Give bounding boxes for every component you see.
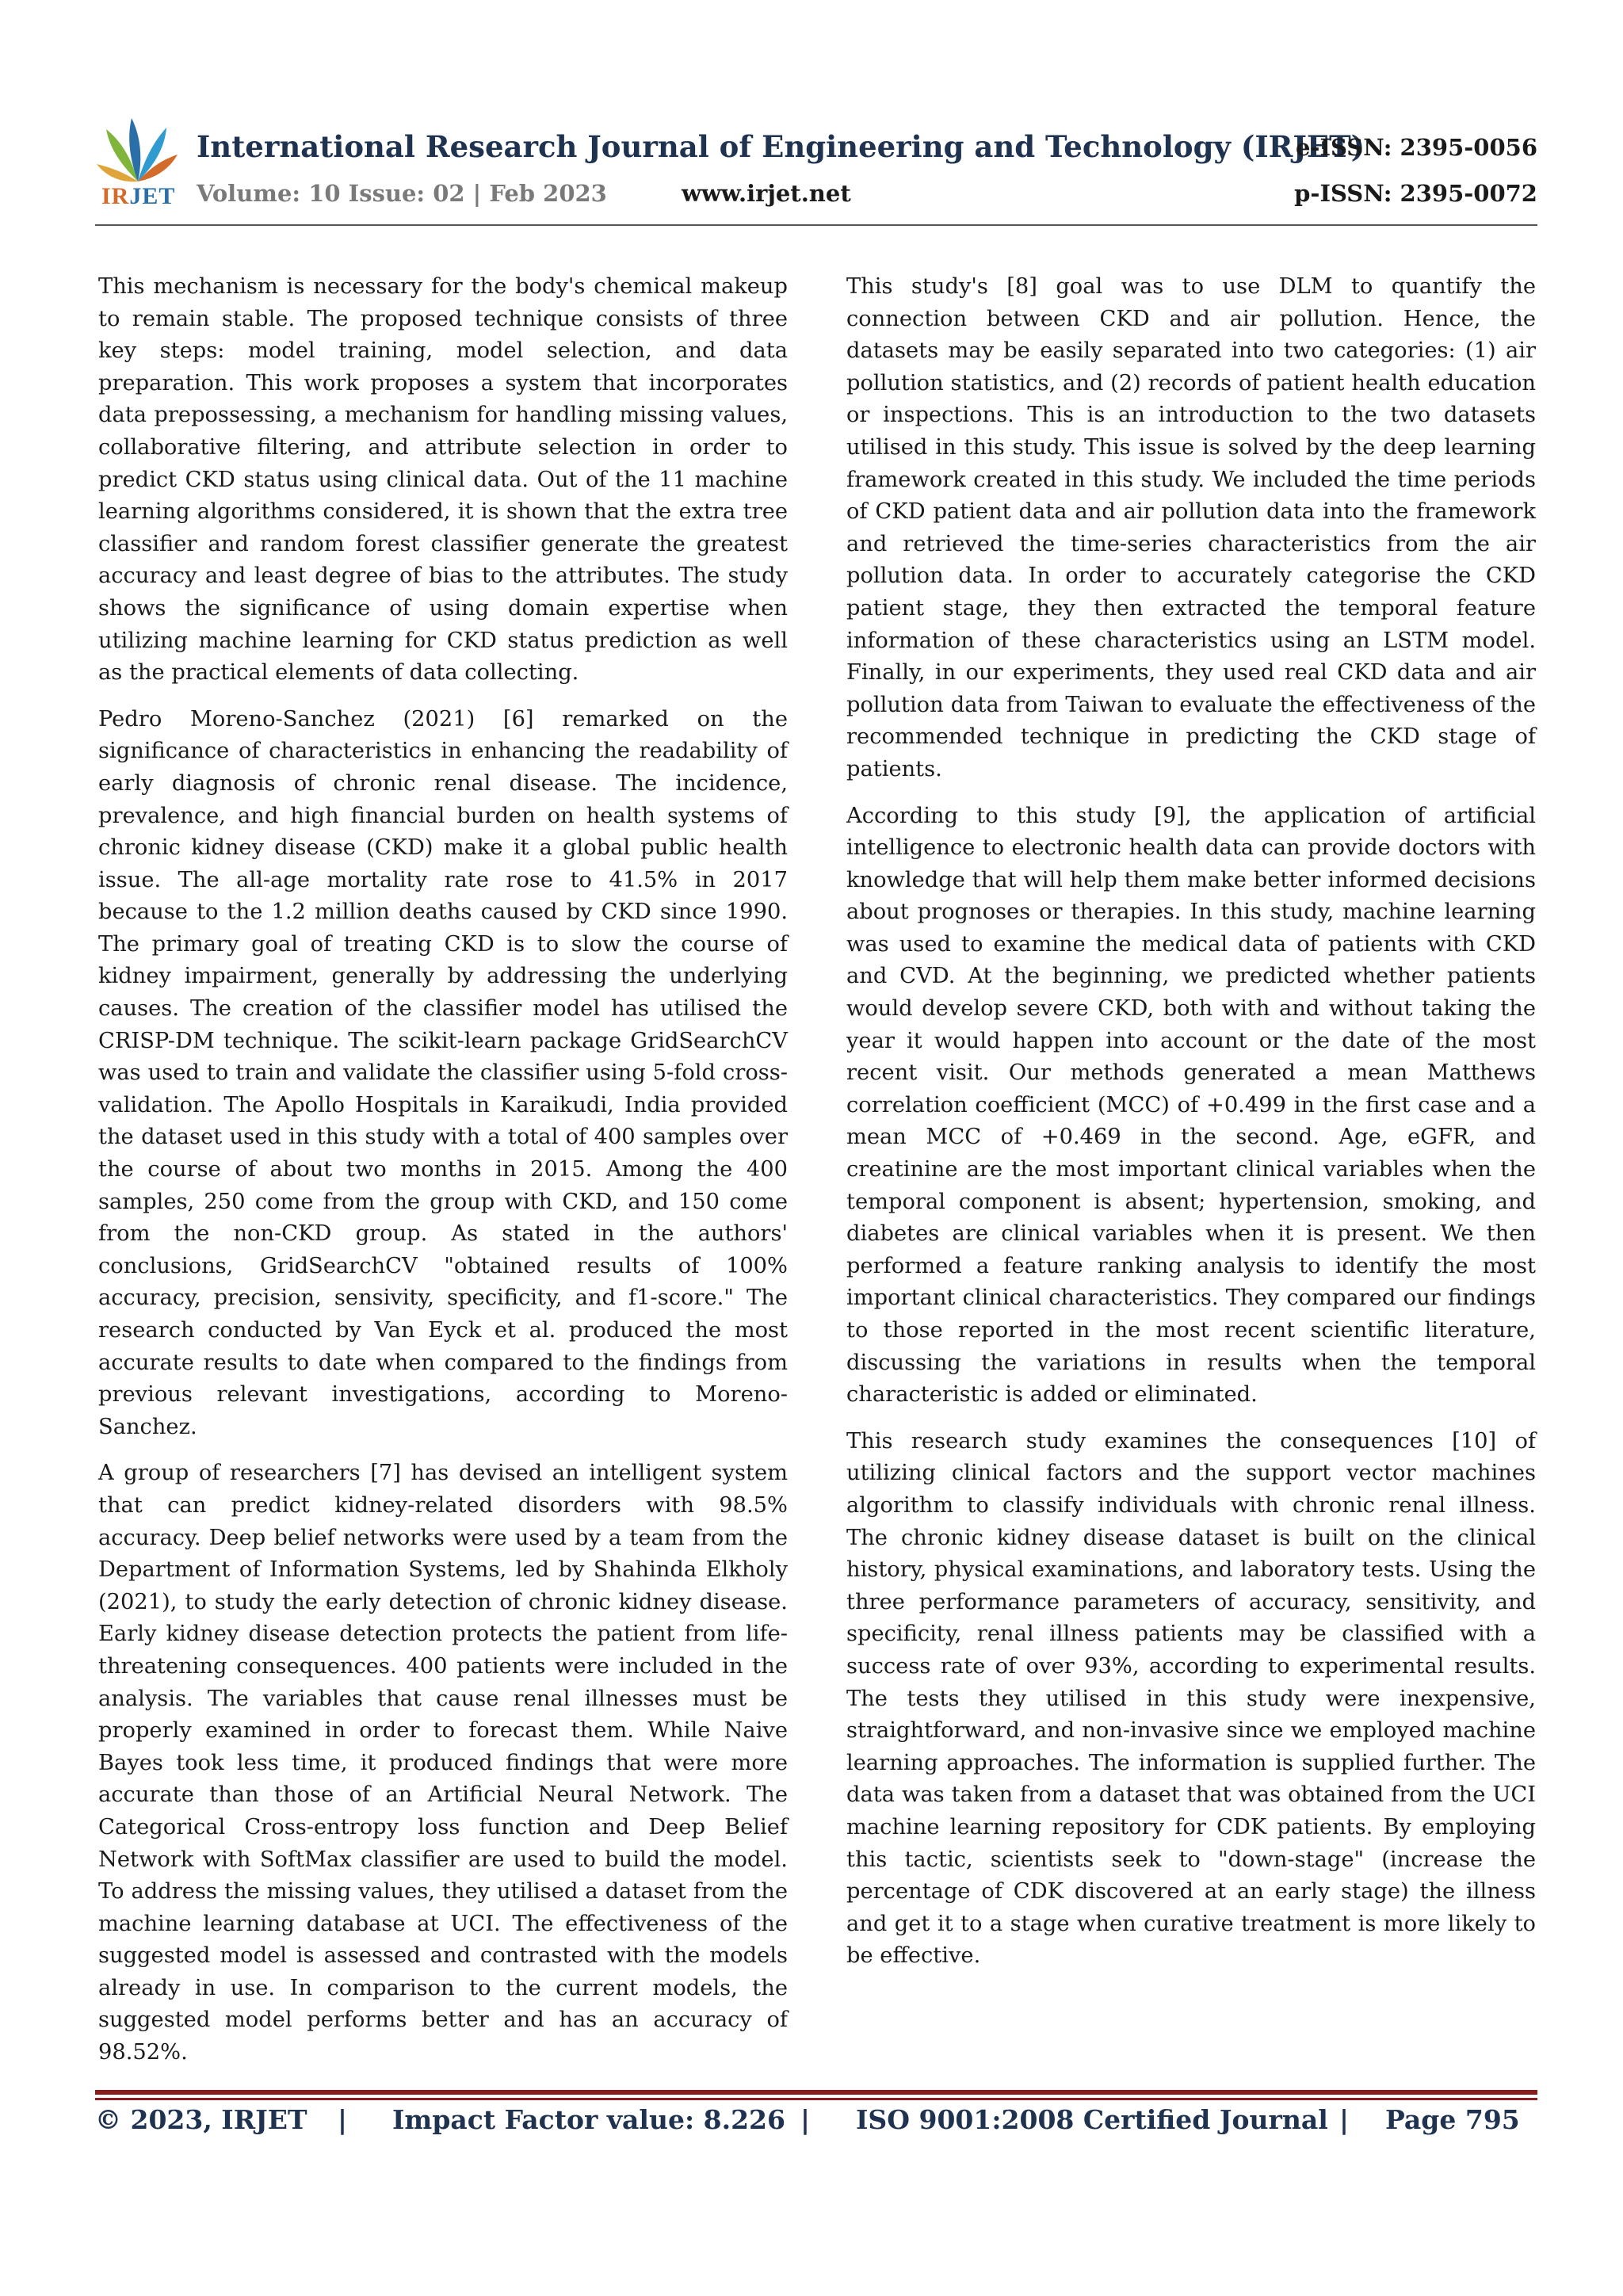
journal-title: International Research Journal of Engineering and Technology (IRJET): [197, 129, 1365, 164]
paragraph: This research study examines the consequences [10] of utilizing clinical factors and the support vector machines algorithm to classify individuals with chronic renal illness. The chronic kidney disease dataset is built on the clinical history, physical examinations, and laboratory tests. Using the three performance parameters of accuracy, sensitivity, and specificity, renal illness patients may be classified with a success rate of over 93%, according to experimental results. The tests they utilised in this study were inexpensive, straightforward, and non-invasive since we employed machine learning approaches. The information is supplied further. The data was taken from a dataset that was obtained from the UCI machine learning repository for CDK patients. By employing this tactic, scientists seek to "down-stage" (increase the percentage of CDK discovered at an early stage) the illness and get it to a stage when curative treatment is more likely to be effective.: [846, 1428, 1536, 1969]
page-footer: [95, 2104, 1537, 2144]
left-column: [98, 271, 788, 2084]
logo-text-jet: JET: [129, 183, 176, 209]
irjet-logo: [95, 115, 181, 210]
p-issn: p-ISSN: 2395-0072: [1294, 180, 1537, 207]
paragraph: A group of researchers [7] has devised an intelligent system that can predict kidney-related disorders with 98.5% accuracy. Deep belief networks were used by a team from the Department of Information Systems, led by Shahinda Elkholy (2021), to study the early detection of chronic kidney disease. Early kidney disease detection protects the patient from life-threatening consequences. 400 patients were included in the analysis. The variables that cause renal illnesses must be properly examined in order to forecast them. While Naive Bayes took less time, it produced findings that were more accurate than those of an Artificial Neural Network. The Categorical Cross-entropy loss function and Deep Belief Network with SoftMax classifier are used to build the model. To address the missing values, they utilised a dataset from the machine learning database at UCI. The effectiveness of the suggested model is assessed and contrasted with the models already in use. In comparison to the current models, the suggested model performs better and has an accuracy of 98.52%.: [98, 1461, 788, 2065]
logo-text-ir: IR: [101, 183, 130, 209]
footer-divider-thick: [95, 2090, 1537, 2095]
footer-separator: |: [800, 2104, 811, 2135]
footer-iso-certification: ISO 9001:2008 Certified Journal: [856, 2104, 1328, 2135]
footer-copyright: © 2023, IRJET: [95, 2104, 307, 2135]
footer-impact-factor: Impact Factor value: 8.226: [392, 2104, 785, 2135]
footer-separator: |: [338, 2104, 348, 2135]
footer-divider-thin: [95, 2098, 1537, 2100]
right-column: [846, 271, 1536, 1987]
paragraph: According to this study [9], the application of artificial intelligence to electronic health data can provide doctors with knowledge that will help them make better informed decisions about prognoses or therapies. In this study, machine learning was used to examine the medical data of patients with CKD and CVD. At the beginning, we predicted whether patients would develop severe CKD, both with and without taking the year it would happen into account or the date of the most recent visit. Our methods generated a mean Matthews correlation coefficient (MCC) of +0.499 in the first case and a mean MCC of +0.469 in the second. Age, eGFR, and creatinine are the most important clinical variables when the temporal component is absent; hypertension, smoking, and diabetes are clinical variables when it is present. We then performed a feature ranking analysis to identify the most important clinical characteristics. They compared our findings to those reported in the most recent scientific literature, discussing the variations in results when the temporal characteristic is added or eliminated.: [846, 803, 1536, 1408]
page-header: [95, 115, 1537, 234]
paragraph: Pedro Moreno-Sanchez (2021) [6] remarked on the significance of characteristics in enhancing the readability of early diagnosis of chronic renal disease. The incidence, prevalence, and high financial burden on health systems of chronic kidney disease (CKD) make it a global public health issue. The all-age mortality rate rose to 41.5% in 2017 because to the 1.2 million deaths caused by CKD since 1990. The primary goal of treating CKD is to slow the course of kidney impairment, generally by addressing the underlying causes. The creation of the classifier model has utilised the CRISP-DM technique. The scikit-learn package GridSearchCV was used to train and validate the classifier using 5-fold cross-validation. The Apollo Hospitals in Karaikudi, India provided the dataset used in this study with a total of 400 samples over the course of about two months in 2015. Among the 400 samples, 250 come from the group with CKD, and 150 come from the non-CKD group. As stated in the authors' conclusions, GridSearchCV "obtained results of 100% accuracy, precision, sensivity, specificity, and f1-score." The research conducted by Van Eyck et al. produced the most accurate results to date when compared to the findings from previous relevant investigations, according to Moreno-Sanchez.: [98, 706, 788, 1439]
header-divider: [95, 224, 1537, 226]
journal-website-link[interactable]: www.irjet.net: [682, 180, 851, 207]
footer-page-number: Page 795: [1385, 2104, 1520, 2135]
e-issn: e-ISSN: 2395-0056: [1295, 134, 1537, 161]
paragraph: This study's [8] goal was to use DLM to quantify the connection between CKD and air pollution. Hence, the datasets may be easily separated into two categories: (1) air pollution statistics, and (2) records of patient health education or inspections. This is an introduction to the two datasets utilised in this study. This issue is solved by the deep learning framework created in this study. We included the time periods of CKD patient data and air pollution data into the framework and retrieved the time-series characteristics from the air pollution data. In order to accurately categorise the CKD patient stage, they then extracted the temporal feature information of these characteristics using an LSTM model. Finally, in our experiments, they used real CKD data and air pollution data from Taiwan to evaluate the effectiveness of the recommended technique in predicting the CKD stage of patients.: [846, 274, 1536, 781]
logo-wordmark: [101, 183, 175, 210]
footer-separator: |: [1339, 2104, 1350, 2135]
irjet-leaf-icon: [95, 115, 181, 186]
paragraph: This mechanism is necessary for the body's chemical makeup to remain stable. The proposed technique consists of three key steps: model training, model selection, and data preparation. This work proposes a system that incorporates data prepossessing, a mechanism for handling missing values, collaborative filtering, and attribute selection in order to predict CKD status using clinical data. Out of the 11 machine learning algorithms considered, it is shown that the extra tree classifier and random forest classifier generate the greatest accuracy and least degree of bias to the attributes. The study shows the significance of using domain expertise when utilizing machine learning for CKD status prediction as well as the practical elements of data collecting.: [98, 274, 788, 686]
volume-issue: Volume: 10 Issue: 02 | Feb 2023: [197, 180, 607, 207]
